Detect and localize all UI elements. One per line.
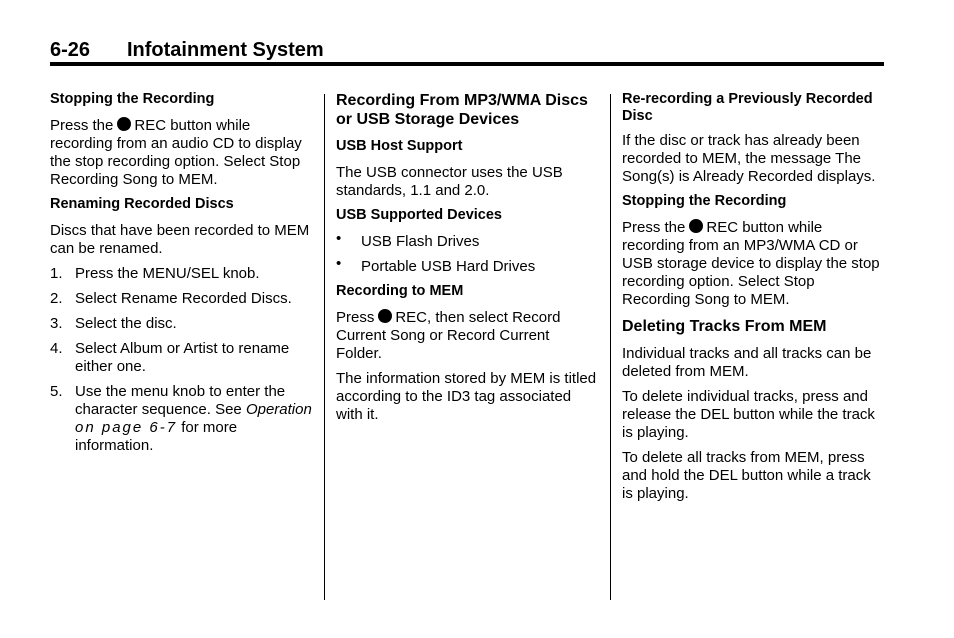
stop-recording-paragraph — [50, 117, 312, 189]
rec-button-icon — [117, 117, 131, 131]
column-left — [50, 91, 312, 462]
rename-steps-list — [50, 265, 312, 455]
list-item — [50, 383, 312, 455]
step-number: 5. — [50, 383, 63, 400]
list-item — [336, 230, 598, 251]
stop-recording-heading-2: Stopping the Recording — [622, 193, 787, 209]
recording-mem-heading: Recording to MEM — [336, 283, 464, 299]
step-text: Select the disc. — [75, 315, 177, 332]
cross-reference-page[interactable]: on page 6-7 — [75, 419, 178, 436]
deleting-tracks-heading: Deleting Tracks From MEM — [622, 318, 827, 335]
list-item — [50, 265, 312, 283]
deleting-paragraph-2: To delete individual tracks, press and release the DEL button while the track is playing. — [622, 388, 875, 441]
rec-text-a: Press — [336, 309, 375, 326]
step-text: Select Album or Artist to rename either one. — [75, 340, 290, 375]
step-text: Select Rename Recorded Discs. — [75, 290, 292, 307]
stop-text-a: Press the — [50, 117, 114, 134]
renaming-paragraph: Discs that have been recorded to MEM can be renamed. — [50, 222, 310, 257]
bullet-icon: • — [336, 230, 342, 247]
rec-button-icon — [378, 309, 392, 323]
bullet-text: Portable USB Hard Drives — [361, 258, 536, 275]
recording-mem-paragraph — [336, 309, 598, 363]
usb-devices-heading: USB Supported Devices — [336, 207, 502, 223]
step-number: 3. — [50, 315, 63, 332]
usb-host-paragraph: The USB connector uses the USB standards, 1.1 and 2.0. — [336, 164, 563, 199]
column-divider-right — [610, 94, 611, 600]
stop-text-b: REC button while recording from an MP3/WMA CD or USB storage device to display the stop recording option. Select Stop Recording Song to MEM. — [622, 219, 880, 308]
stop-text-a: Press the — [622, 219, 686, 236]
step-text: Press the MENU/SEL knob. — [75, 265, 260, 282]
rec-button-icon — [689, 219, 703, 233]
step-number: 4. — [50, 340, 63, 357]
list-item — [336, 255, 598, 276]
deleting-paragraph-3: To delete all tracks from MEM, press and hold the DEL button while a track is playing. — [622, 449, 871, 502]
rerecording-heading: Re-recording a Previously Recorded Disc — [622, 91, 873, 124]
header-rule — [50, 62, 884, 66]
list-item — [50, 340, 312, 376]
step-text-tail: for more information. — [75, 419, 238, 454]
column-middle — [336, 91, 598, 431]
step-number: 2. — [50, 290, 63, 307]
stop-text-b: REC button while recording from an audio CD to display the stop recording option. Select Stop Recording Song to MEM. — [50, 117, 302, 188]
bullet-text: USB Flash Drives — [361, 233, 480, 250]
usb-devices-list — [336, 230, 598, 276]
stop-recording-paragraph-2 — [622, 219, 884, 309]
cross-reference-link[interactable]: Operation — [245, 401, 312, 418]
column-right — [622, 91, 884, 510]
rerecording-paragraph: If the disc or track has already been recorded to MEM, the message The Song(s) is Already Recorded displays. — [622, 132, 876, 185]
renaming-heading: Renaming Recorded Discs — [50, 196, 234, 212]
page-title: Infotainment System — [127, 39, 324, 61]
page-number: 6-26 — [50, 39, 91, 61]
deleting-paragraph-1: Individual tracks and all tracks can be deleted from MEM. — [622, 345, 872, 380]
mem-info-paragraph: The information stored by MEM is titled according to the ID3 tag associated with it. — [336, 370, 597, 423]
step-text: Use the menu knob to enter the character sequence. See — [75, 383, 286, 418]
page-header — [50, 38, 884, 62]
stop-recording-heading: Stopping the Recording — [50, 91, 215, 107]
list-item — [50, 315, 312, 333]
column-divider-left — [324, 94, 325, 600]
usb-host-heading: USB Host Support — [336, 138, 463, 154]
rec-text-b: REC, then select Record Current Song or Record Current Folder. — [336, 309, 561, 362]
list-item — [50, 290, 312, 308]
bullet-icon: • — [336, 255, 342, 272]
recording-mp3-heading: Recording From MP3/WMA Discs or USB Storage Devices — [336, 92, 588, 128]
step-number: 1. — [50, 265, 63, 282]
